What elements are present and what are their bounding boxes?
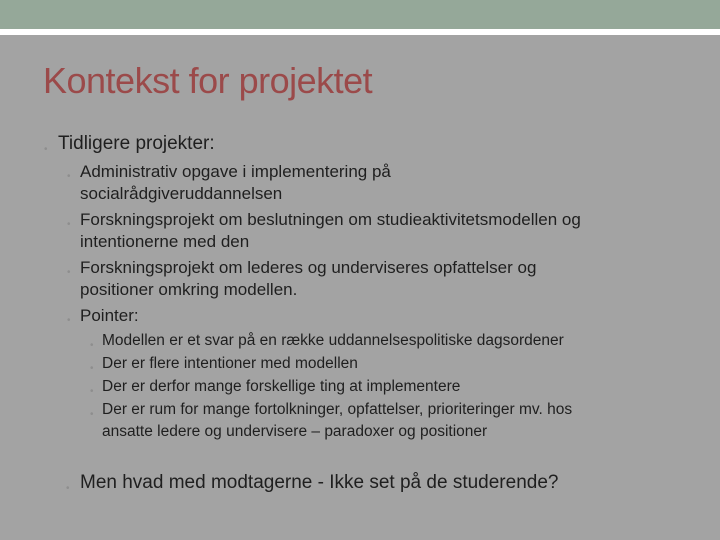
bullet-text: Der er rum for mange fortolkninger, opfattelser, prioriteringer mv. hos (102, 401, 573, 418)
bullet-text: ansatte ledere og undervisere – paradoxer og positioner (102, 423, 488, 440)
bullet-text: intentionerne med den (80, 232, 250, 251)
bullet-dot: • (90, 386, 94, 397)
bullet-dot: • (44, 144, 48, 155)
bullet-text: Forskningsprojekt om beslutningen om studieaktivitetsmodellen og (80, 210, 581, 229)
bullet-dot: • (90, 363, 94, 374)
bullet-point-interpretations-cont (102, 421, 487, 443)
bullet-text: Tidligere projekter: (58, 133, 215, 154)
bullet-text: Der er derfor mange forskellige ting at implementere (102, 378, 461, 395)
bullet-admin-task (67, 161, 391, 183)
bullet-admin-task-cont (80, 183, 282, 205)
bullet-dot: • (67, 219, 71, 230)
bullet-research-perceptions (67, 257, 537, 279)
bullet-text: Men hvad med modtagerne - Ikke set på de studerende? (80, 472, 559, 493)
bullet-dot: • (90, 409, 94, 420)
bullet-dot: • (67, 171, 71, 182)
bullet-text: Der er flere intentioner med modellen (102, 355, 358, 372)
bullet-dot: • (67, 267, 71, 278)
bullet-text: Administrativ opgave i implementering på (80, 162, 391, 181)
bullet-text: Forskningsprojekt om lederes og underviseres opfattelser og (80, 258, 537, 277)
bullet-research-perceptions-cont (80, 279, 297, 301)
bullet-text: socialrådgiveruddannelsen (80, 184, 283, 203)
bullet-dot: • (67, 315, 71, 326)
bullet-point-policy (90, 330, 564, 352)
bullet-text: Modellen er et svar på en række uddannelsespolitiske dagsordener (102, 332, 564, 349)
bullet-point-implement (90, 376, 461, 398)
bullet-point-intentions (90, 353, 358, 375)
bullet-dot: • (66, 483, 70, 494)
bullet-research-decision (67, 209, 581, 231)
bullet-research-decision-cont (80, 231, 249, 253)
bullet-recipients-question (66, 471, 559, 495)
bullet-previous-projects (44, 132, 215, 156)
bullet-dot: • (90, 340, 94, 351)
bullet-text: positioner omkring modellen. (80, 280, 298, 299)
bullet-point-interpretations (90, 399, 573, 421)
bullet-text: Pointer: (80, 306, 139, 325)
slide-title: Kontekst for projektet (43, 60, 373, 101)
bullet-points (67, 305, 139, 327)
